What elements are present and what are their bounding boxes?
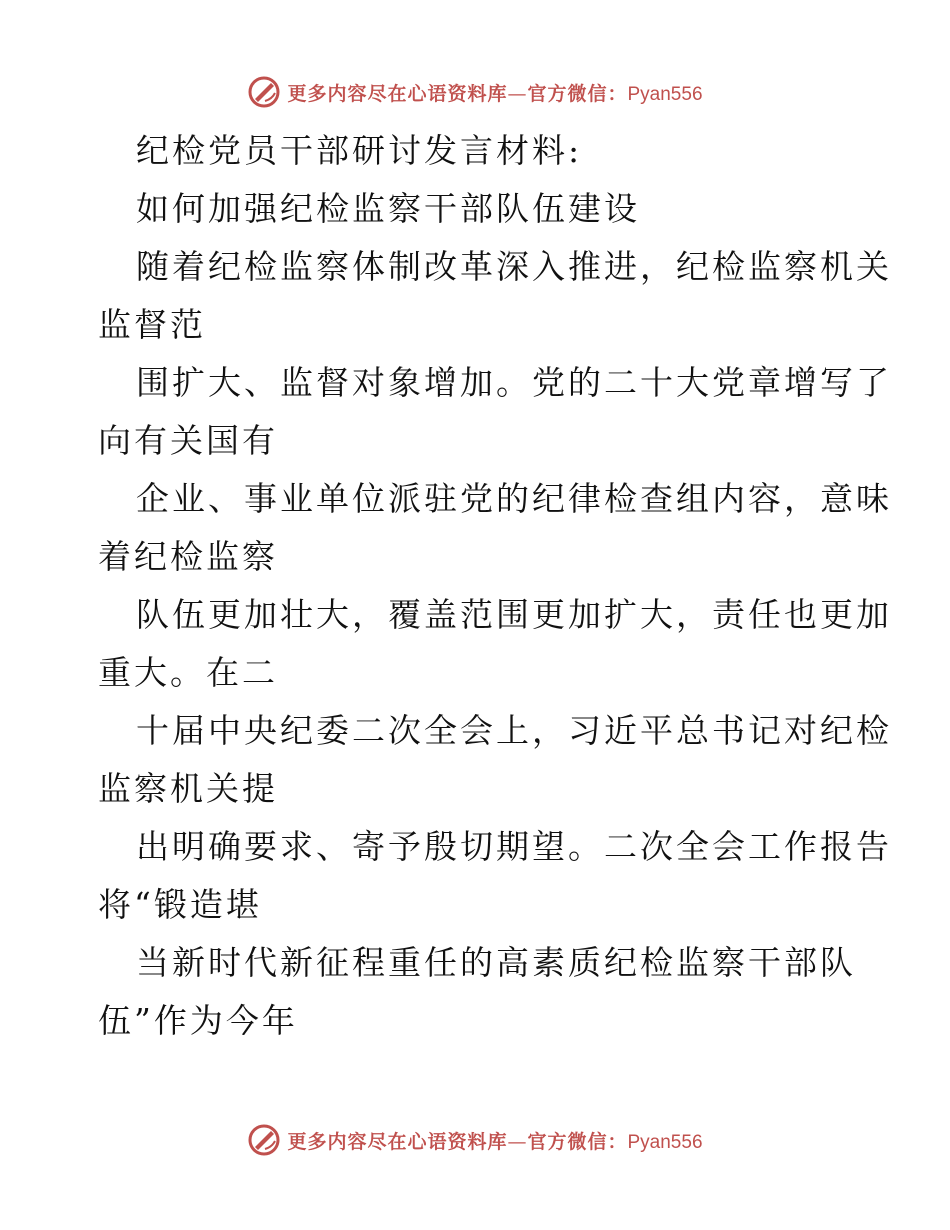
paragraph-line: 向有关国有 xyxy=(98,421,278,460)
paragraph-line: 伍”作为今年 xyxy=(98,1001,298,1040)
paragraph-line: 监察机关提 xyxy=(98,769,278,808)
paragraph-line: 十届中央纪委二次全会上，习近平总书记对纪检 xyxy=(136,711,892,750)
doc-title: 纪检党员干部研讨发言材料: xyxy=(136,131,583,170)
footer-watermark xyxy=(0,1120,950,1160)
watermark-text: 更多内容尽在心语资料库—官方微信：Pyan556 xyxy=(287,82,703,105)
paragraph-line: 队伍更加壮大，覆盖范围更加扩大，责任也更加 xyxy=(136,595,892,634)
paragraph-line: 监督范 xyxy=(98,305,206,344)
paragraph-line: 随着纪检监察体制改革深入推进，纪检监察机关 xyxy=(136,247,892,286)
document-body xyxy=(98,122,892,1050)
doc-subtitle: 如何加强纪检监察干部队伍建设 xyxy=(136,189,640,228)
paragraph-line: 重大。在二 xyxy=(98,653,278,692)
paragraph-line: 企业、事业单位派驻党的纪律检查组内容，意味 xyxy=(136,479,892,518)
paragraph-line: 出明确要求、寄予殷切期望。二次全会工作报告 xyxy=(136,827,892,866)
stamp-logo-icon xyxy=(247,75,281,109)
paragraph-line: 将“锻造堪 xyxy=(98,885,262,924)
paragraph-line: 围扩大、监督对象增加。党的二十大党章增写了 xyxy=(136,363,892,402)
paragraph-line: 当新时代新征程重任的高素质纪检监察干部队 xyxy=(136,943,856,982)
header-watermark xyxy=(0,72,950,112)
stamp-logo-icon xyxy=(247,1123,281,1157)
watermark-text: 更多内容尽在心语资料库—官方微信：Pyan556 xyxy=(287,1130,703,1153)
paragraph-line: 着纪检监察 xyxy=(98,537,278,576)
